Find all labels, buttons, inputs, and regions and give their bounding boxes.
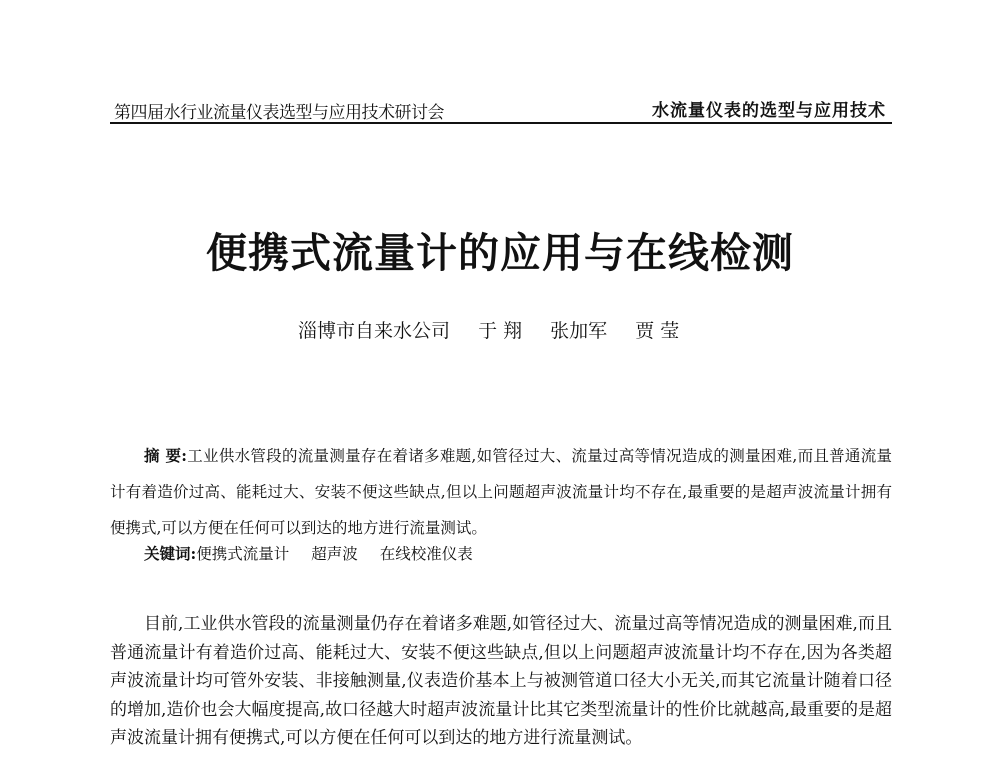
author-line	[298, 316, 701, 343]
body-paragraph: 目前,工业供水管段的流量测量仍存在着诸多难题,如管径过大、流量过高等情况造成的测量困难,而且普通流量计有着造价过高、能耗过大、安装不便这些缺点,但以上问题超声波流量计均不存在,因为各类超声波流量计均可管外安装、非接触测量,仪表造价基本上与被测管道口径大小无关,而其它流量计随着口径的增加,造价也会大幅度提高,故口径越大时超声波流量计比其它类型流量计的性价比就越高,最重要的是超声波流量计拥有便携式,可以方便在任何可以到达的地方进行流量测试。	[110, 614, 892, 748]
keywords	[144, 542, 495, 564]
affiliation: 淄博市自来水公司	[298, 320, 451, 342]
abstract	[110, 438, 892, 546]
abstract-label: 摘 要:	[144, 446, 187, 465]
author-name: 贾 莹	[635, 320, 680, 342]
keyword: 超声波	[311, 545, 358, 563]
conference-name: 第四届水行业流量仪表选型与应用技术研讨会	[114, 103, 444, 123]
author-name: 张加军	[550, 320, 608, 342]
keyword: 便携式流量计	[196, 545, 290, 563]
author-name: 于 翔	[478, 320, 523, 342]
section-title: 水流量仪表的选型与应用技术	[652, 101, 886, 121]
running-header	[110, 96, 892, 124]
keywords-label: 关键词:	[144, 544, 197, 563]
keyword: 在线校准仪表	[379, 545, 473, 563]
paper-title: 便携式流量计的应用与在线检测	[206, 229, 794, 277]
abstract-text: 工业供水管段的流量测量存在着诸多难题,如管径过大、流量过高等情况造成的测量困难,而且普通流量计有着造价过高、能耗过大、安装不便这些缺点,但以上问题超声波流量计均不存在,最重要的是超声波流量计拥有便携式,可以方便在任何可以到达的地方进行流量测试。	[110, 447, 892, 537]
